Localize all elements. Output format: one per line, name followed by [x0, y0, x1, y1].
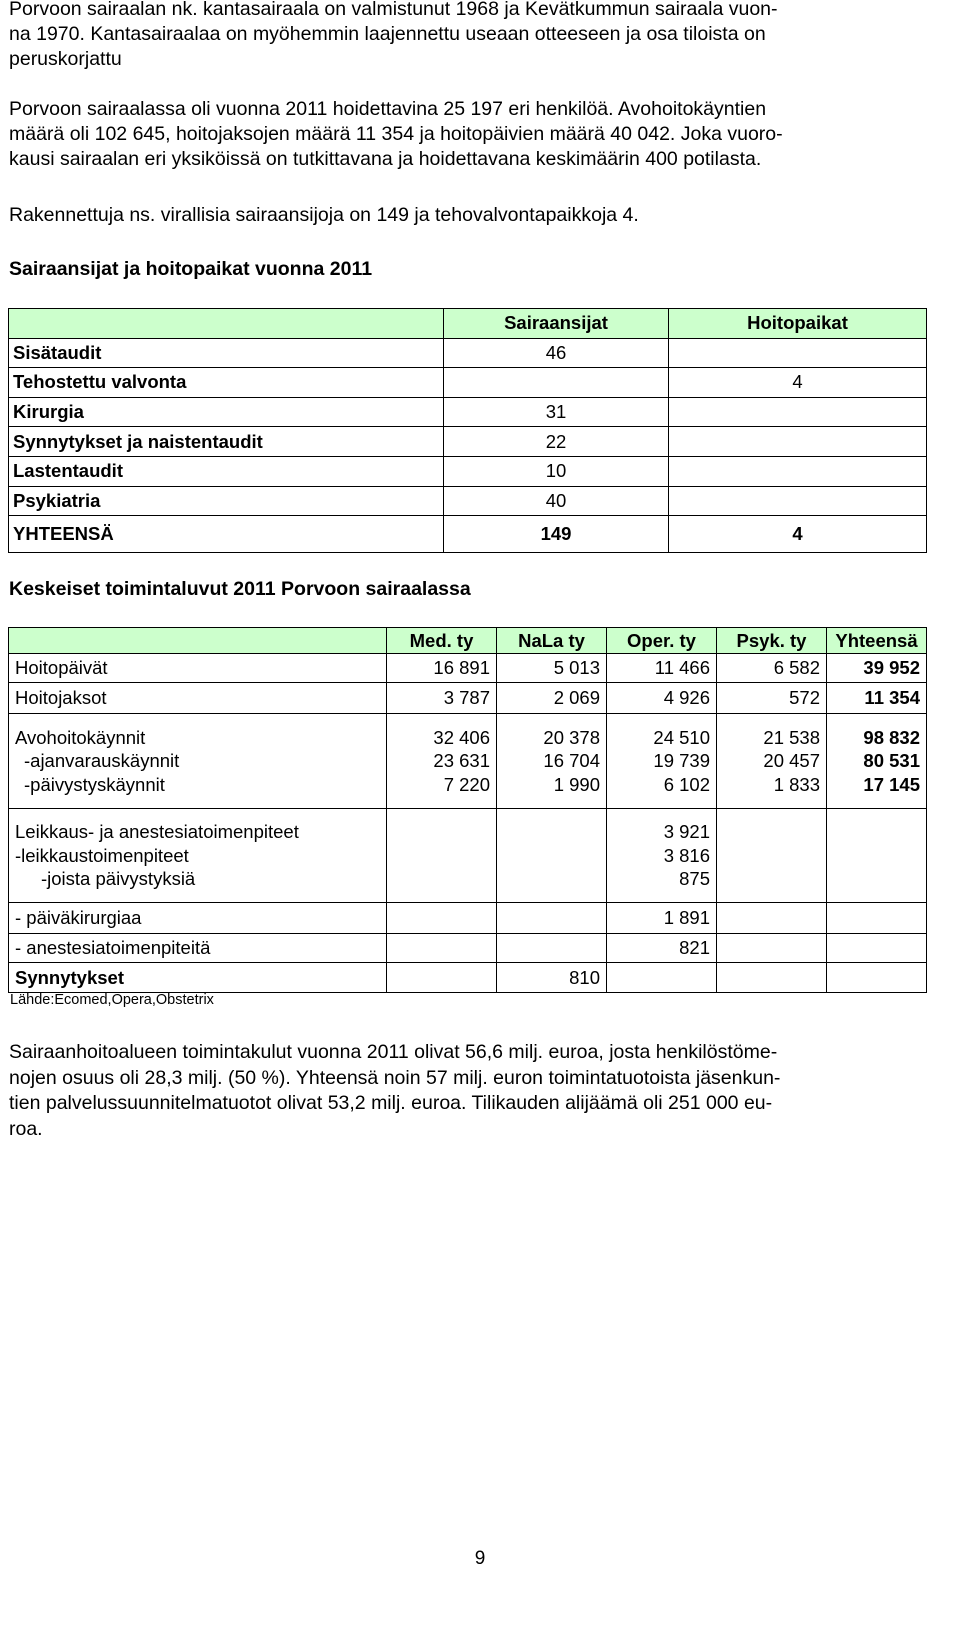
beds-table-total-row: YHTEENSÄ 149 4 [9, 516, 927, 553]
table-row: Tehostettu valvonta 4 [9, 368, 927, 398]
table-row: Sisätaudit 46 [9, 338, 927, 368]
row-hoitojaksot: Hoitojaksot 3 787 2 069 4 926 572 11 354 [9, 683, 927, 714]
table-row: Lastentaudit 10 [9, 456, 927, 486]
row-hoitopaivat: Hoitopäivät 16 891 5 013 11 466 6 582 39 952 [9, 654, 927, 683]
intro-paragraph-3: Rakennettuja ns. virallisia sairaansijoja on 149 ja tehovalvontapaikkoja 4. [9, 204, 639, 226]
intro-paragraph-2: Porvoon sairaalassa oli vuonna 2011 hoidettavina 25 197 eri henkilöä. Avohoitokäyntien määrä oli 102 645, hoitojaksojen määrä 11 354 ja hoitopäivien määrä 40 042. Joka vuoro- kausi sairaalan eri yksiköissä on tutkittavana ja hoidettavana keskimäärin 400 potilasta. [9, 98, 783, 170]
row-avohoitokaynnit: Avohoitokäynnit -ajanvarauskäynnit -päivystyskäynnit 32 406 23 631 7 220 20 378 16 704 1 990 24 510 19 739 6 102 21 538 20 457 1 833 98 832 80 531 17 145 [9, 714, 927, 809]
closing-paragraph: Sairaanhoitoalueen toimintakulut vuonna 2011 olivat 56,6 milj. euroa, josta henkilöstöme- nojen osuus oli 28,3 milj. (50 %). Yhteensä noin 57 milj. euron toimintatuotoista jäsenkun- tien palvelussuunnitelmatuotot olivat 53,2 milj. euroa. Tilikauden alijäämä oli 251 000 eu- roa. [9, 1041, 781, 1140]
row-leikkaus: Leikkaus- ja anestesiatoimenpiteet -leikkaustoimenpiteet -joista päivystyksiä 3 921 3 816 875 [9, 809, 927, 903]
row-anestesia: - anestesiatoimenpiteitä 821 [9, 934, 927, 963]
beds-table [8, 308, 927, 553]
stats-table [8, 627, 927, 993]
page-number: 9 [474, 1548, 486, 1569]
header-cell-empty [9, 628, 387, 654]
header-yhteensa: Yhteensä [827, 628, 927, 654]
header-med-ty: Med. ty [387, 628, 497, 654]
table-row: Synnytykset ja naistentaudit 22 [9, 427, 927, 457]
stats-table-header [9, 628, 927, 654]
beds-table-title: Sairaansijat ja hoitopaikat vuonna 2011 [9, 258, 373, 280]
header-sairaansijat: Sairaansijat [444, 309, 669, 339]
row-synnytykset: Synnytykset 810 [9, 963, 927, 993]
beds-table-header [9, 309, 927, 339]
header-cell-empty [9, 309, 444, 339]
intro-paragraph-1: Porvoon sairaalan nk. kantasairaala on valmistunut 1968 ja Kevätkummun sairaala vuon- na 1970. Kantasairaalaa on myöhemmin laajennettu useaan otteeseen ja osa tiloista on peruskorjattu [9, 0, 778, 70]
table-row: Kirurgia 31 [9, 397, 927, 427]
row-paivakirurgia: - päiväkirurgiaa 1 891 [9, 903, 927, 934]
stats-table-source: Lähde:Ecomed,Opera,Obstetrix [10, 992, 214, 1008]
table-row: Psykiatria 40 [9, 486, 927, 516]
header-oper-ty: Oper. ty [607, 628, 717, 654]
header-nala-ty: NaLa ty [497, 628, 607, 654]
header-psyk-ty: Psyk. ty [717, 628, 827, 654]
header-hoitopaikat: Hoitopaikat [669, 309, 927, 339]
stats-table-title: Keskeiset toimintaluvut 2011 Porvoon sairaalassa [9, 578, 471, 600]
